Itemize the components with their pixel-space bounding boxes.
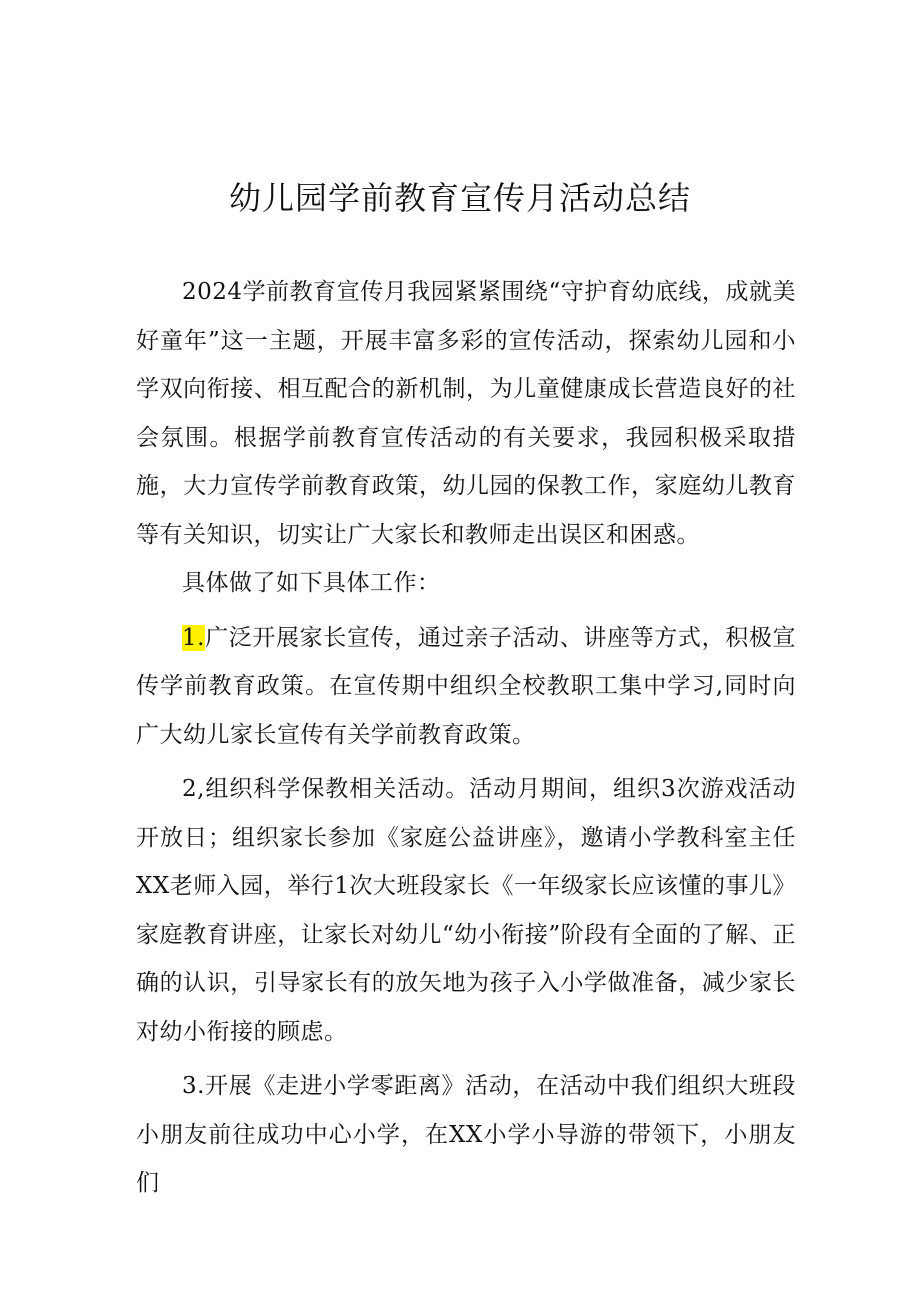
work-intro-paragraph: 具体做了如下具体工作：	[182, 570, 441, 596]
item-1-marker: 1.	[182, 624, 205, 651]
document-body	[136, 268, 796, 1208]
item-1-text: 广泛开展家长宣传，通过亲子活动、讲座等方式，积极宣传学前教育政策。在宣传期中组织全校教职工集中学习,同时向广大幼儿家长宣传有关学前教育政策。	[136, 624, 796, 748]
document-title: 幼儿园学前教育宣传月活动总结	[228, 179, 691, 217]
item-1-paragraph	[136, 614, 796, 760]
intro-paragraph: 2024学前教育宣传月我园紧紧围绕“守护育幼底线，成就美好童年”这一主题，开展丰富多彩的宣传活动，探索幼儿园和小学双向衔接、相互配合的新机制，为儿童健康成长营造良好的社会氛围。根据学前教育宣传活动的有关要求，我园积极采取措施，大力宣传学前教育政策，幼儿园的保教工作，家庭幼儿教育等有关知识，切实让广大家长和教师走出误区和困惑。	[136, 279, 796, 548]
item-2-paragraph: 2,组织科学保教相关活动。活动月期间，组织3次游戏活动开放日；组织家长参加《家庭公益讲座》，邀请小学教科室主任XX老师入园，举行1次大班段家长《一年级家长应该懂的事儿》家庭教育讲座，让家长对幼儿“幼小衔接”阶段有全面的了解、正确的认识，引导家长有的放矢地为孩子入小学做准备，减少家长对幼小衔接的顾虑。	[136, 776, 796, 1045]
item-3-paragraph: 3.开展《走进小学零距离》活动，在活动中我们组织大班段小朋友前往成功中心小学，在XX小学小导游的带领下，小朋友们	[136, 1073, 796, 1196]
